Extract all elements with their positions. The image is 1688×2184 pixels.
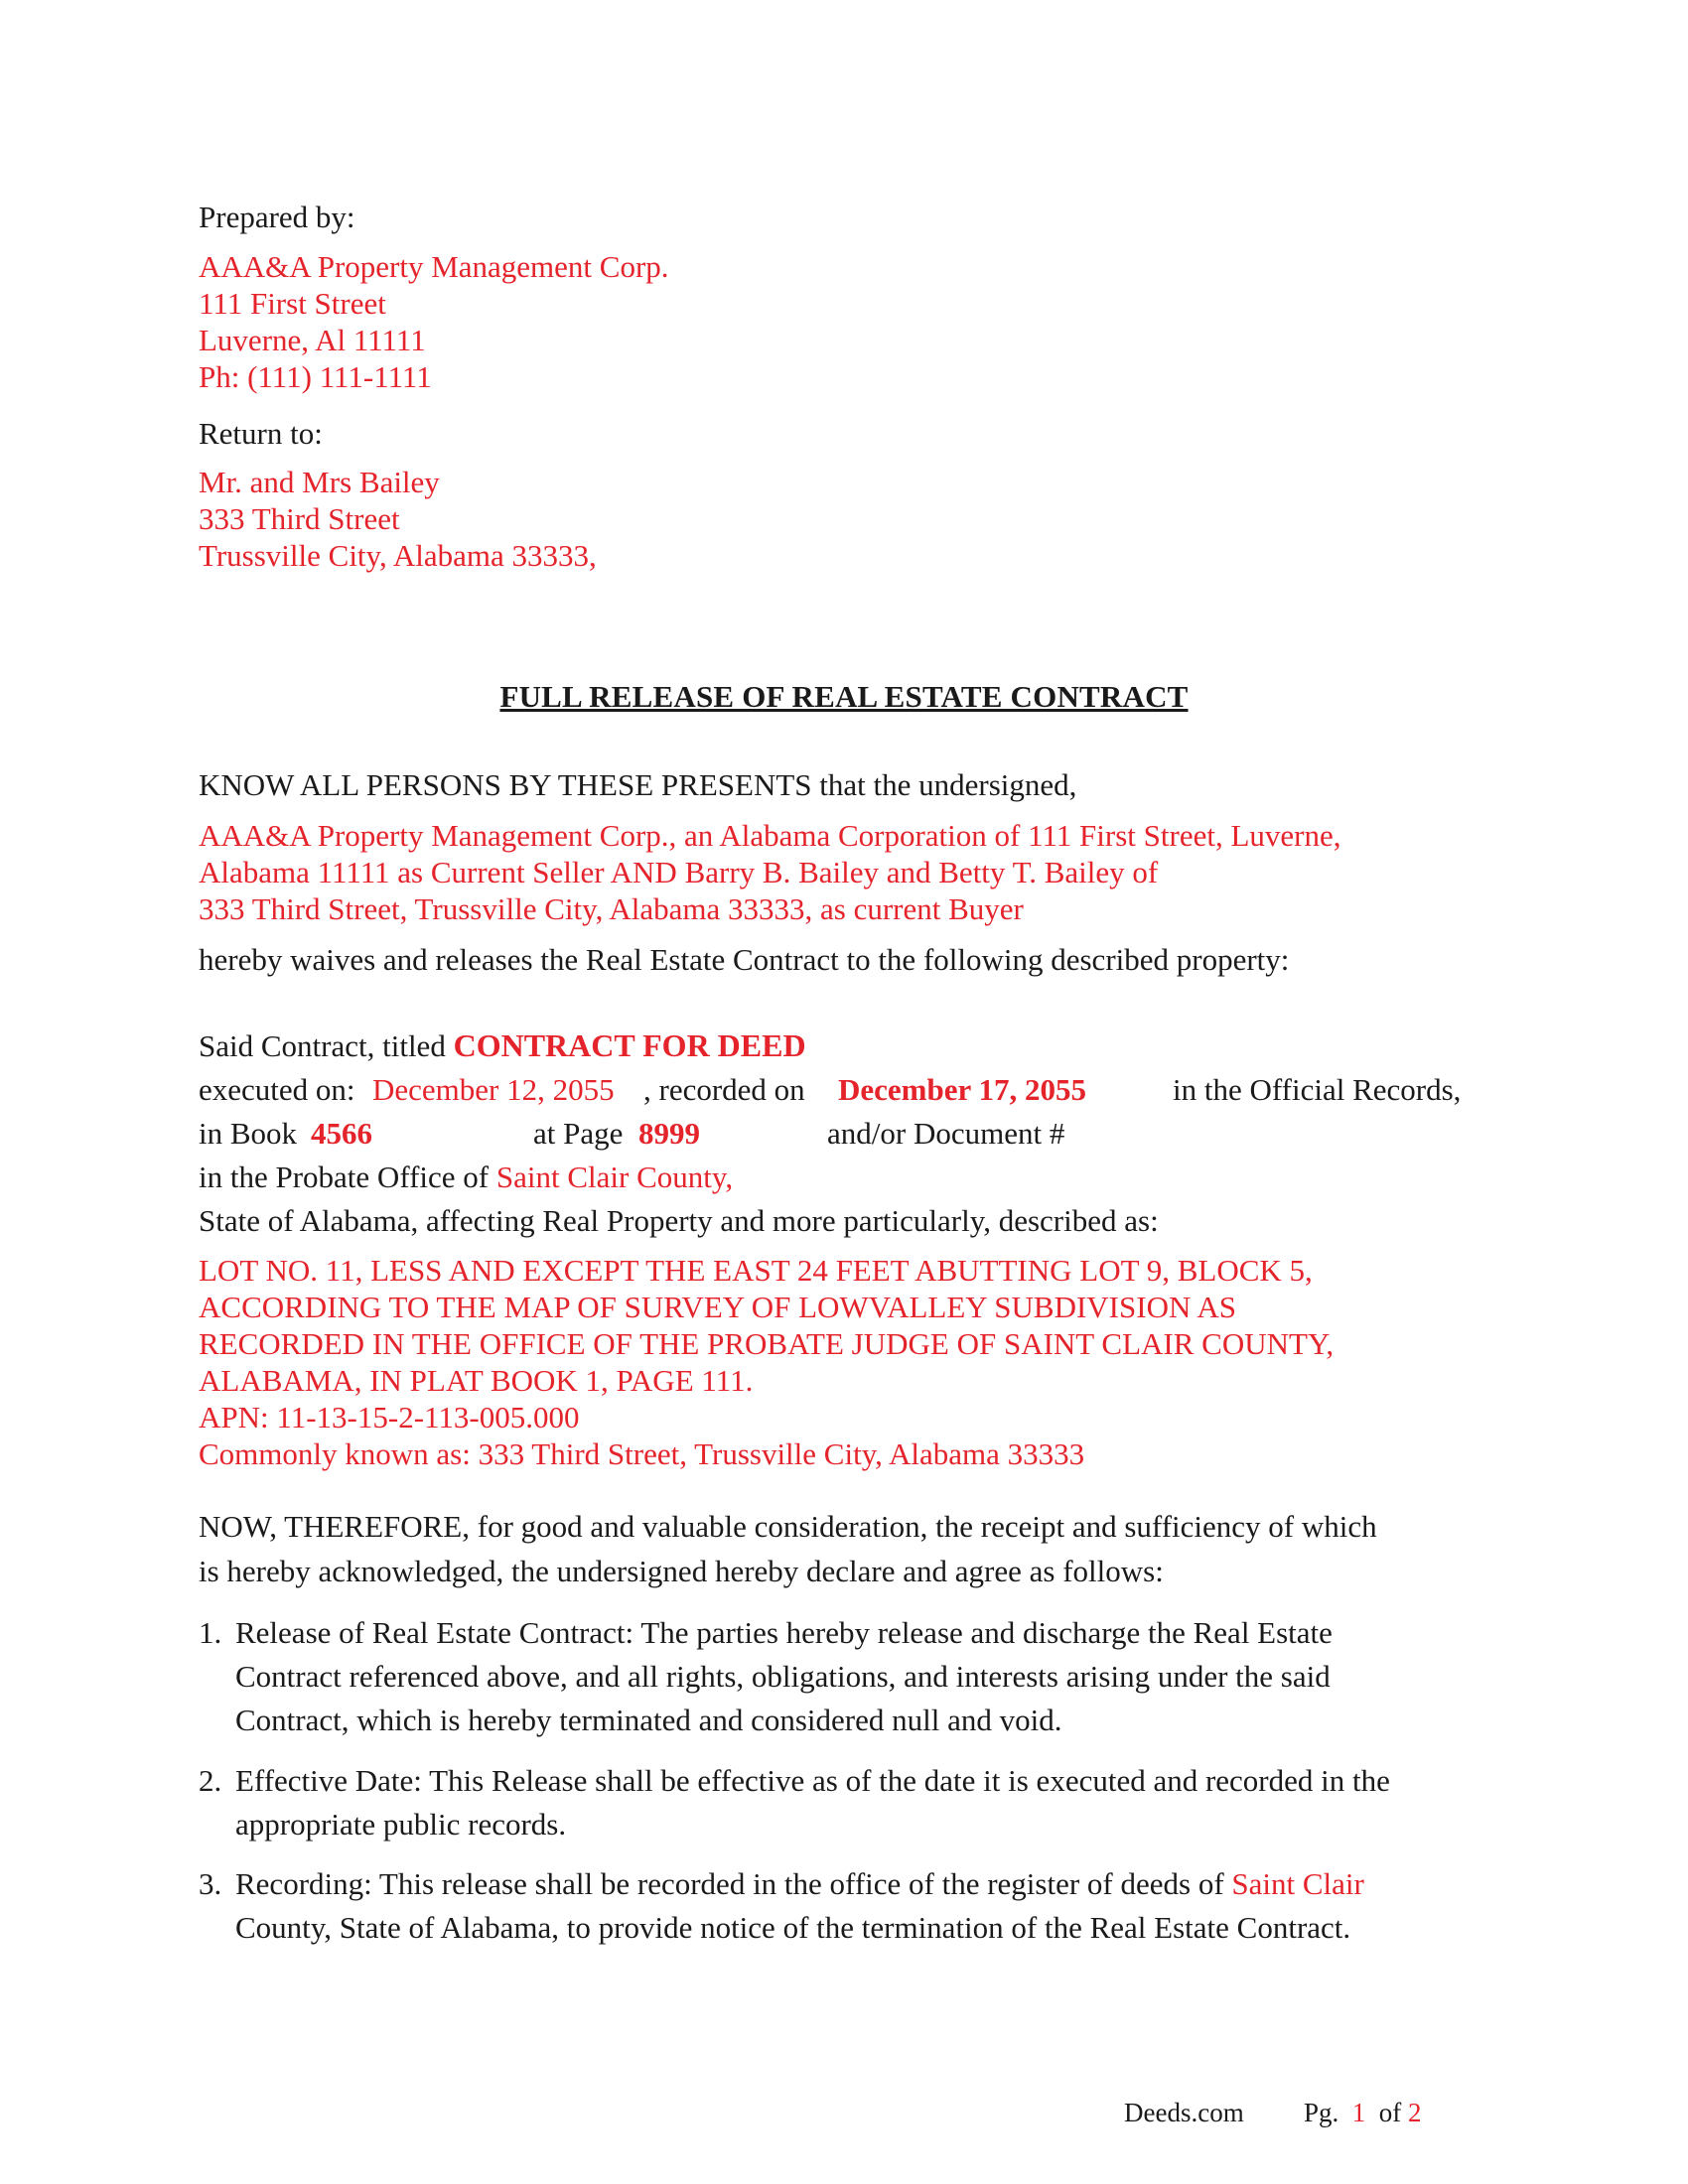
contract-title-value: CONTRACT FOR DEED	[453, 1027, 806, 1063]
list-item-line	[235, 1862, 1489, 1906]
page-total: 2	[1408, 2098, 1422, 2127]
probate-office-line	[199, 1159, 733, 1195]
list-item-line: Effective Date: This Release shall be effective as of the date it is executed and recorded in the	[235, 1763, 1390, 1798]
official-records-text: in the Official Records,	[1173, 1072, 1462, 1107]
footer-page-number	[1304, 2097, 1422, 2128]
intro-text: KNOW ALL PERSONS BY THESE PRESENTS that the undersigned,	[199, 767, 1077, 802]
list-item-line: appropriate public records.	[235, 1807, 567, 1842]
return-to-line: Mr. and Mrs Bailey	[199, 465, 440, 499]
list-item-effective-date	[199, 1759, 1489, 1846]
return-to-line: Trussville City, Alabama 33333,	[199, 538, 597, 573]
recording-county: Saint Clair	[1231, 1866, 1364, 1901]
list-item-line: Release of Real Estate Contract: The parties hereby release and discharge the Real Estate	[235, 1615, 1333, 1650]
probate-county: Saint Clair County,	[495, 1160, 734, 1194]
apn-line: APN: 11-13-15-2-113-005.000	[199, 1400, 580, 1434]
prepared-by-line: Ph: (111) 111-1111	[199, 359, 432, 394]
parties-description	[199, 817, 1341, 927]
legal-description-line: LOT NO. 11, LESS AND EXCEPT THE EAST 24 FEET ABUTTING LOT 9, BLOCK 5,	[199, 1253, 1313, 1288]
prepared-by-address	[199, 248, 669, 395]
contract-titled-line	[199, 1027, 806, 1064]
legal-description-line: ACCORDING TO THE MAP OF SURVEY OF LOWVALLEY SUBDIVISION AS	[199, 1290, 1237, 1324]
list-item-number: 3.	[199, 1866, 222, 1901]
prepared-by-label: Prepared by:	[199, 200, 355, 234]
legal-description	[199, 1252, 1334, 1472]
recording-text: Recording: This release shall be recorded in the office of the register of deeds of	[235, 1866, 1232, 1901]
list-item-line: Contract, which is hereby terminated and considered null and void.	[235, 1703, 1062, 1737]
executed-date: December 12, 2055	[372, 1072, 615, 1107]
page-label: at Page	[533, 1116, 624, 1151]
now-therefore-line: NOW, THEREFORE, for good and valuable consideration, the receipt and sufficiency of which	[199, 1509, 1377, 1544]
legal-description-line: ALABAMA, IN PLAT BOOK 1, PAGE 111.	[199, 1363, 754, 1398]
now-therefore-paragraph	[199, 1504, 1377, 1593]
probate-label: in the Probate Office of	[199, 1160, 490, 1194]
executed-label: executed on:	[199, 1072, 355, 1107]
return-to-address	[199, 464, 597, 574]
contract-titled-label: Said Contract, titled	[199, 1028, 446, 1063]
recorded-label: , recorded on	[643, 1072, 805, 1107]
parties-line: 333 Third Street, Trussville City, Alabama 33333, as current Buyer	[199, 891, 1024, 926]
prepared-by-line: 111 First Street	[199, 286, 386, 321]
document-title: FULL RELEASE OF REAL ESTATE CONTRACT	[499, 679, 1189, 714]
page-label: Pg.	[1304, 2098, 1339, 2127]
list-item-number: 2.	[199, 1763, 222, 1798]
list-item-number: 1.	[199, 1615, 222, 1650]
list-item-recording	[199, 1862, 1489, 1950]
return-to-label: Return to:	[199, 416, 323, 451]
parties-line: AAA&A Property Management Corp., an Alabama Corporation of 111 First Street, Luverne,	[199, 818, 1341, 853]
document-number-label: and/or Document #	[827, 1116, 1065, 1151]
prepared-by-line: Luverne, Al 11111	[199, 323, 426, 357]
now-therefore-line: is hereby acknowledged, the undersigned hereby declare and agree as follows:	[199, 1554, 1164, 1588]
prepared-by-line: AAA&A Property Management Corp.	[199, 249, 669, 284]
footer-site: Deeds.com	[1124, 2098, 1244, 2127]
page-value: 8999	[638, 1116, 700, 1151]
return-to-line: 333 Third Street	[199, 501, 400, 536]
book-value: 4566	[311, 1116, 372, 1151]
commonly-known-line: Commonly known as: 333 Third Street, Trussville City, Alabama 33333	[199, 1436, 1085, 1471]
page-of-label: of	[1378, 2098, 1402, 2127]
list-item-line: Contract referenced above, and all rights, obligations, and interests arising under the said	[235, 1659, 1331, 1694]
list-item-line: County, State of Alabama, to provide notice of the termination of the Real Estate Contract.	[235, 1910, 1351, 1945]
recorded-date: December 17, 2055	[838, 1072, 1086, 1107]
waives-text: hereby waives and releases the Real Estate Contract to the following described property:	[199, 942, 1290, 977]
list-item-release	[199, 1611, 1489, 1742]
legal-description-line: RECORDED IN THE OFFICE OF THE PROBATE JUDGE OF SAINT CLAIR COUNTY,	[199, 1326, 1335, 1361]
state-line: State of Alabama, affecting Real Property and more particularly, described as:	[199, 1203, 1159, 1238]
book-label: in Book	[199, 1116, 298, 1151]
parties-line: Alabama 11111 as Current Seller AND Barry B. Bailey and Betty T. Bailey of	[199, 855, 1159, 889]
page-current: 1	[1351, 2098, 1366, 2127]
